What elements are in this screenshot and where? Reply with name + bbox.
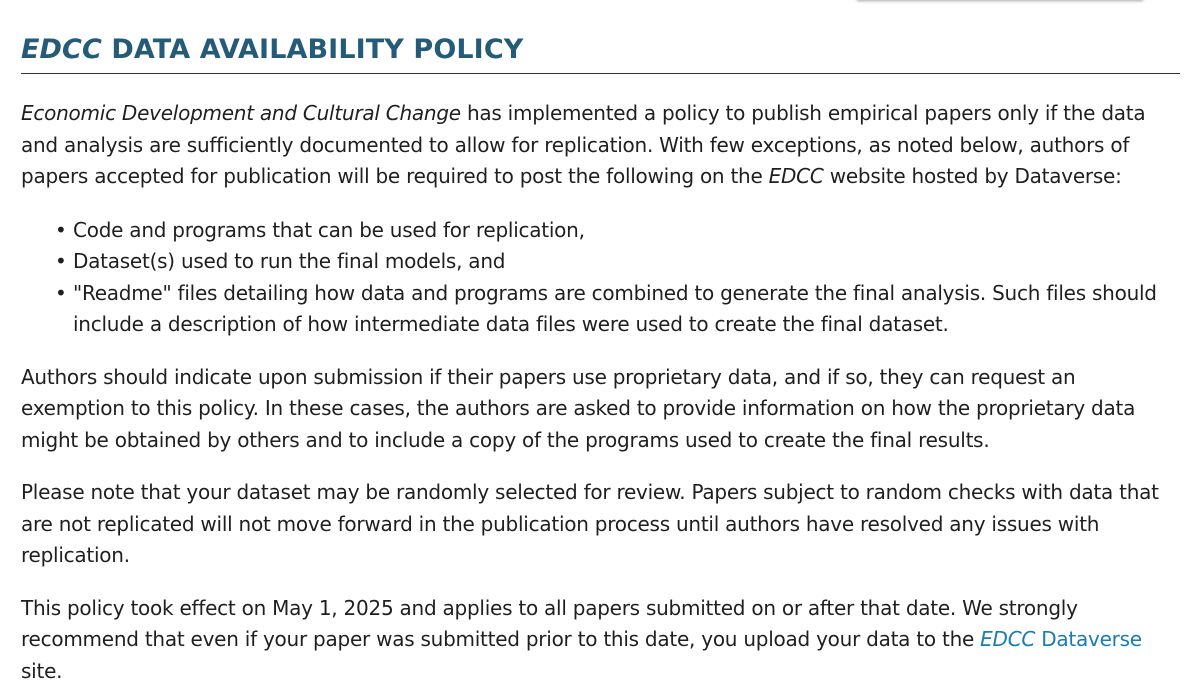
title-text: DATA AVAILABILITY POLICY	[102, 34, 524, 65]
list-item	[73, 215, 1180, 247]
effective-text-1: This policy took effect on May 1, 2025 and applies to all papers submitted on or after that date. We strongly recommend that even if your paper was submitted prior to this date, you upload your data to the	[21, 596, 1078, 652]
list-item-text: Dataset(s) used to run the final models, and	[73, 249, 505, 273]
effective-date-paragraph	[21, 593, 1180, 687]
journal-name: Economic Development and Cultural Change	[21, 101, 461, 125]
page-title	[21, 30, 1180, 74]
title-journal-abbrev: EDCC	[21, 34, 102, 65]
link-journal-abbrev: EDCC	[980, 627, 1035, 651]
policy-content	[21, 30, 1180, 687]
edcc-dataverse-link[interactable]	[980, 627, 1142, 651]
bullet-icon: •	[55, 215, 67, 247]
bullet-icon: •	[55, 278, 67, 310]
review-paragraph: Please note that your dataset may be randomly selected for review. Papers subject to random checks with data that are not replicated will not move forward in the publication process until authors have resolved any issues with replication.	[21, 477, 1180, 572]
requirements-list	[21, 215, 1180, 341]
exemption-paragraph: Authors should indicate upon submission if their papers use proprietary data, and if so, they can request an exemption to this policy. In these cases, the authors are asked to provide information on how the proprietary data might be obtained by others and to include a copy of the programs used to create the final results.	[21, 362, 1180, 457]
intro-text-2: website hosted by Dataverse:	[824, 164, 1122, 188]
link-text: Dataverse	[1035, 627, 1142, 651]
list-item-text: "Readme" files detailing how data and programs are combined to generate the final analysis. Such files should include a description of how intermediate data files were used to create the final dataset.	[73, 281, 1157, 337]
intro-text-1: has implemented a policy to publish empirical papers only if the data and analysis are sufficiently documented to allow for replication. With few exceptions, as noted below, authors of papers accepted for publication will be required to post the following on the	[21, 101, 1145, 188]
list-item-text: Code and programs that can be used for replication,	[73, 218, 585, 242]
list-item	[73, 278, 1180, 341]
list-item	[73, 246, 1180, 278]
journal-abbrev: EDCC	[769, 164, 824, 188]
effective-text-2: site.	[21, 659, 62, 683]
bullet-icon: •	[55, 246, 67, 278]
intro-paragraph	[21, 98, 1180, 193]
